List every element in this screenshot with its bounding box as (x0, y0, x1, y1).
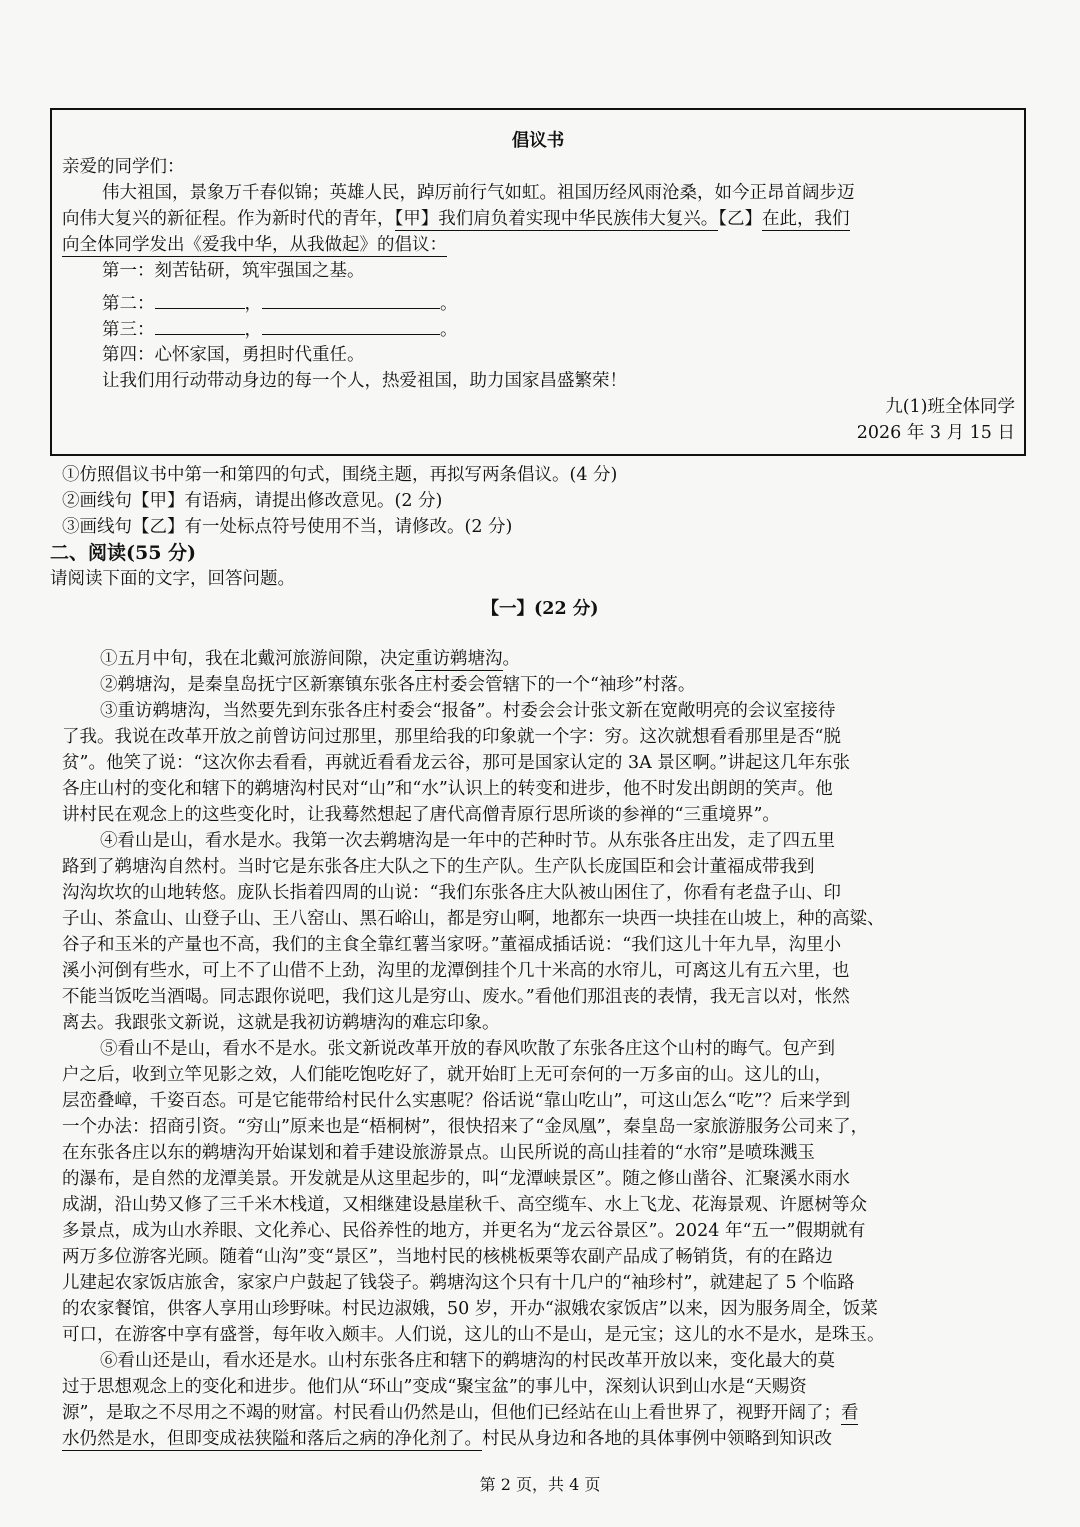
article-line: 不能当饭吃当酒喝。同志跟你说吧，我们这儿是穷山、废水。”看他们那沮丧的表情，我无言以对，怅然 (62, 987, 850, 1007)
article-line: 路到了鹈塘沟自然村。当时它是东张各庄大队之下的生产队。生产队长庞国臣和会计董福成带我到 (62, 857, 815, 877)
article-line: 了我。我说在改革开放之前曾访问过那里，那里给我的印象就一个字：穷。这次就想看看那里是否“脱 (62, 727, 841, 747)
separator: ， (244, 294, 262, 314)
article-line: ③重访鹈塘沟，当然要先到东张各庄村委会“报备”。村委会会计张文新在宽敞明亮的会议室接待 (100, 701, 836, 721)
proposal-item-4: 第四：心怀家国，勇担时代重任。 (102, 345, 365, 365)
proposal-item-2 (102, 290, 458, 317)
separator: ， (244, 320, 262, 340)
answer-blank[interactable] (262, 290, 440, 309)
proposal-closing: 让我们用行动带动身边的每一个人，热爱祖国，助力国家昌盛繁荣！ (102, 371, 627, 391)
article-line: 讲村民在观念上的这些变化时，让我蓦然想起了唐代高僧青原行思所谈的参禅的“三重境界”。 (62, 805, 780, 825)
article-line: 各庄山村的变化和辖下的鹈塘沟村民对“山”和“水”认识上的转变和进步，他不时发出朗朗的笑声。他 (62, 779, 833, 799)
marker-yi: 【乙】 (718, 209, 762, 229)
underlined-phrase: 重访鹈塘沟 (415, 649, 503, 669)
article-line: 户之后，收到立竿见影之效，人们能吃饱吃好了，就开始盯上无可奈何的一万多亩的山。这儿的山， (62, 1065, 832, 1085)
proposal-paragraph-line (62, 232, 447, 258)
proposal-paragraph-line (62, 206, 850, 232)
article-line (62, 1400, 858, 1426)
article-line: 儿建起农家饭店旅舍，家家户户鼓起了钱袋子。鹈塘沟这个只有十几户的“袖珍村”，就建起了 5 个临路 (62, 1273, 855, 1293)
underlined-sentence-end: 水仍然是水，但即变成祛狭隘和落后之病的净化剂了。 (62, 1429, 482, 1449)
article-line: 的瀑布，是自然的龙潭美景。开发就是从这里起步的，叫“龙潭峡景区”。随之修山凿谷、汇聚溪水雨水 (62, 1169, 850, 1189)
section-instruction: 请阅读下面的文字，回答问题。 (50, 569, 295, 589)
underlined-sentence-start: 看 (840, 1403, 859, 1423)
underlined-sentence-jia: 【甲】我们肩负着实现中华民族伟大复兴。 (394, 209, 719, 229)
article-text: 源”，是取之不尽用之不竭的财富。村民看山仍然是山，但他们已经站在山上看世界了，视野开阔了； (62, 1403, 841, 1423)
end-mark: 。 (440, 294, 458, 314)
article-line: ⑥看山还是山，看水还是水。山村东张各庄和辖下的鹈塘沟的村民改革开放以来，变化最大的莫 (100, 1351, 835, 1371)
article-text: ①五月中旬，我在北戴河旅游间隙，决定 (100, 649, 415, 669)
item-label: 第三： (102, 320, 155, 340)
article-text: 。 (502, 649, 520, 669)
proposal-title: 倡议书 (511, 131, 565, 151)
answer-blank[interactable] (262, 316, 440, 335)
article-line: 子山、茶盒山、山登子山、王八窑山、黑石峪山，都是穷山啊，地都东一块西一块挂在山坡上，种的高粱、 (62, 909, 885, 929)
proposal-date: 2026 年 3 月 15 日 (856, 423, 1015, 443)
underlined-sentence-yi-end: 向全体同学发出《爱我中华，从我做起》的倡议： (62, 235, 447, 255)
article-line: ④看山是山，看水是水。我第一次去鹈塘沟是一年中的芒种时节。从东张各庄出发，走了四五里 (100, 831, 835, 851)
article-line: 成湖，沿山势又修了三千米木栈道，又相继建设悬崖秋千、高空缆车、水上飞龙、花海景观、许愿树等众 (62, 1195, 867, 1215)
article-line: 溪小河倒有些水，可上不了山借不上劲，沟里的龙潭倒挂个几十米高的水帘儿，可离这儿有五六里，也 (62, 961, 850, 981)
proposal-item-1: 第一：刻苦钻研，筑牢强国之基。 (102, 261, 365, 281)
article-line: 贫”。他笑了说：“这次你去看看，再就近看看龙云谷，那可是国家认定的 3A 景区啊。”讲起这几年东张 (62, 753, 850, 773)
article-text: 村民从身边和各地的具体事例中领略到知识改 (482, 1429, 832, 1449)
question-1: ①仿照倡议书中第一和第四的句式，围绕主题，再拟写两条倡议。(4 分) (62, 465, 618, 485)
page-footer: 第 2 页，共 4 页 (479, 1475, 601, 1494)
underlined-sentence-yi-start: 在此，我们 (762, 209, 850, 229)
proposal-item-3 (102, 316, 458, 343)
question-3: ③画线句【乙】有一处标点符号使用不当，请修改。(2 分) (62, 517, 513, 537)
article-line: ⑤看山不是山，看水不是水。张文新说改革开放的春风吹散了东张各庄这个山村的晦气。包产到 (100, 1039, 835, 1059)
proposal-greeting: 亲爱的同学们： (62, 157, 185, 177)
end-mark: 。 (440, 320, 458, 340)
article-paragraph-1 (100, 646, 520, 672)
article-line: 谷子和玉米的产量也不高，我们的主食全靠红薯当家呀。”董福成插话说：“我们这儿十年九旱，沟里小 (62, 935, 842, 955)
proposal-signature: 九(1)班全体同学 (885, 397, 1015, 417)
item-label: 第二： (102, 294, 155, 314)
proposal-paragraph-line: 伟大祖国，景象万千春似锦；英雄人民，踔厉前行气如虹。祖国历经风雨沧桑，如今正昂首阔步迈 (102, 183, 855, 203)
article-line: 在东张各庄以东的鹈塘沟开始谋划和着手建设旅游景点。山民所说的高山挂着的“水帘”是喷珠溅玉 (62, 1143, 815, 1163)
article-paragraph-2: ②鹈塘沟，是秦皇岛抚宁区新寨镇东张各庄村委会管辖下的一个“袖珍”村落。 (100, 675, 696, 695)
article-line: 多景点，成为山水养眼、文化养心、民俗养性的地方，并更名为“龙云谷景区”。2024 年“五一”假期就有 (62, 1221, 866, 1241)
answer-blank[interactable] (155, 316, 245, 335)
section-heading: 二、阅读(55 分) (50, 542, 197, 564)
article-line: 的农家餐馆，供客人享用山珍野味。村民边淑娥，50 岁，开办“淑娥农家饭店”以来，因为服务周全，饭菜 (62, 1299, 878, 1319)
question-2: ②画线句【甲】有语病，请提出修改意见。(2 分) (62, 491, 443, 511)
article-line: 离去。我跟张文新说，这就是我初访鹈塘沟的难忘印象。 (62, 1013, 500, 1033)
article-line: 可口，在游客中享有盛誉，每年收入颇丰。人们说，这儿的山不是山，是元宝；这儿的水不是水，是珠玉。 (62, 1325, 885, 1345)
article-line: 沟沟坎坎的山地转悠。庞队长指着四周的山说：“我们东张各庄大队被山困住了，你看有老盘子山、印 (62, 883, 841, 903)
part-title: 【一】(22 分) (481, 599, 599, 619)
proposal-text: 向伟大复兴的新征程。作为新时代的青年， (62, 209, 395, 229)
article-line: 一个办法：招商引资。“穷山”原来也是“梧桐树”，很快招来了“金凤凰”，秦皇岛一家旅游服务公司来了， (62, 1117, 869, 1137)
answer-blank[interactable] (155, 290, 245, 309)
article-line (62, 1426, 832, 1452)
article-line: 两万多位游客光顾。随着“山沟”变“景区”，当地村民的核桃板栗等农副产品成了畅销货，有的在路边 (62, 1247, 833, 1267)
article-line: 过于思想观念上的变化和进步。他们从“环山”变成“聚宝盆”的事儿中，深刻认识到山水是“天赐资 (62, 1377, 807, 1397)
article-line: 层峦叠嶂，千姿百态。可是它能带给村民什么实惠呢？俗话说“靠山吃山”，可这山怎么“吃”？后来学到 (62, 1091, 851, 1111)
